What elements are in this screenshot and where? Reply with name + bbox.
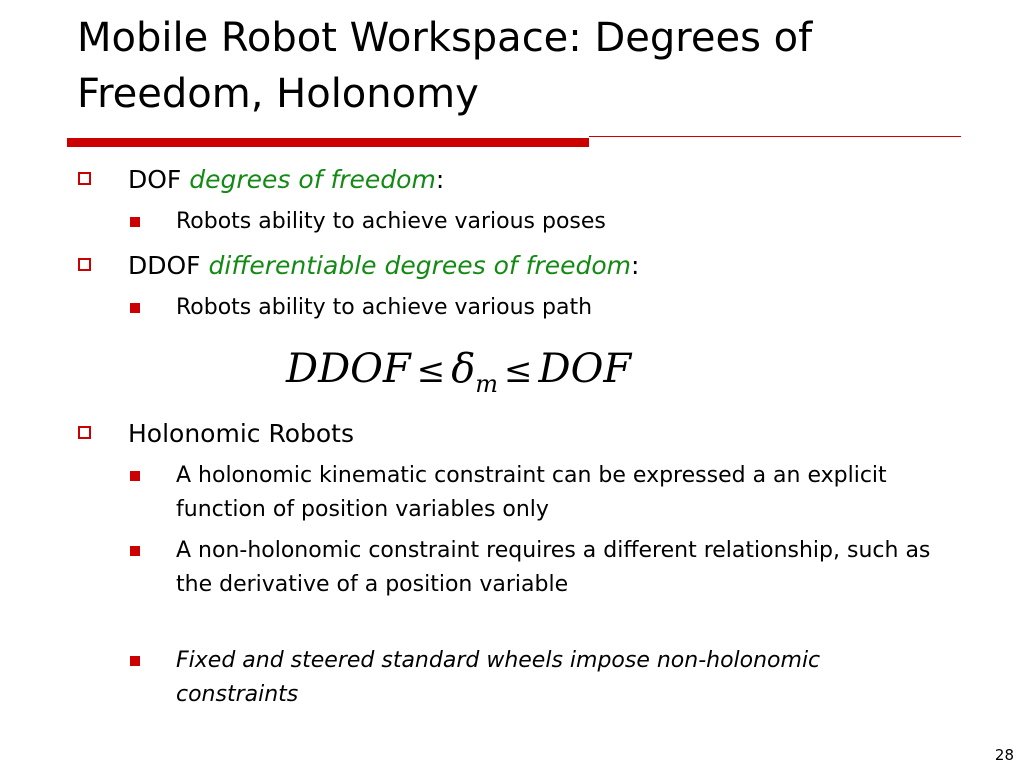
ddof-prefix: DDOF (128, 251, 209, 280)
dof-sub-text: Robots ability to achieve various poses (176, 209, 606, 234)
hollow-square-bullet-icon (78, 172, 91, 185)
holonomic-text: Holonomic Robots (128, 419, 355, 448)
formula-symbol: δ (451, 346, 476, 392)
formula-op2: ≤ (504, 351, 533, 391)
formula-subscript: m (475, 370, 499, 398)
formula-left: DDOF (286, 346, 411, 392)
slide-title: Mobile Robot Workspace: Degrees of Freedom, Holonomy (77, 15, 813, 117)
title-underline-thick (67, 138, 589, 147)
page-number: 28 (994, 746, 1014, 764)
filled-square-bullet-icon (130, 656, 140, 666)
ddof-term: differentiable degrees of freedom (208, 251, 632, 280)
dof-prefix: DOF (128, 165, 190, 194)
hollow-square-bullet-icon (78, 426, 91, 439)
formula-op1: ≤ (416, 351, 446, 391)
holonomic-sub1-text: A holonomic kinematic constraint can be expressed a an explicit function of position variables only (176, 463, 887, 522)
dof-suffix: : (435, 165, 445, 194)
ddof-sub-text: Robots ability to achieve various path (176, 295, 593, 320)
filled-square-bullet-icon (130, 471, 140, 481)
holonomic-sub2-text: A non-holonomic constraint requires a different relationship, such as the derivative of a position variable (176, 538, 931, 597)
holonomic-sub3-text: Fixed and steered standard wheels impose non-holonomic constraints (176, 648, 821, 707)
ddof-suffix: : (631, 251, 640, 280)
title-underline-thin (589, 136, 961, 137)
filled-square-bullet-icon (130, 217, 140, 227)
filled-square-bullet-icon (130, 546, 140, 556)
dof-term: degrees of freedom (189, 165, 436, 194)
formula-right: DOF (538, 346, 632, 392)
hollow-square-bullet-icon (78, 258, 91, 271)
filled-square-bullet-icon (130, 303, 140, 313)
dof-inequality-formula (286, 344, 631, 409)
